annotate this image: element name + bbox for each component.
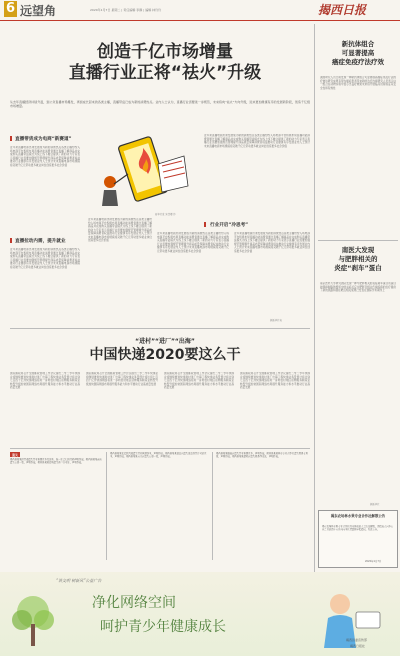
lead-title xyxy=(20,42,310,84)
sub-heading-bar-2 xyxy=(10,238,12,243)
ads-top-rule xyxy=(10,448,310,449)
right-top-title-line1: 新抗体组合 xyxy=(341,40,375,48)
sub-heading-bar-1 xyxy=(10,136,12,141)
page-number-box xyxy=(4,1,17,17)
banner-slogan-line2: 呵护青少年健康成长 xyxy=(100,619,226,635)
notice-box xyxy=(318,510,398,568)
express-title xyxy=(20,338,310,364)
right-mid-body: 南京医科大学研究团队发现一种与肥胖相关的炎症刹车蛋白该蛋白能够抑制脂肪组织中的炎症反应为肥胖及相关代谢疾病的治疗提供了新的思路和潜在靶点相关成果已发表在国际学术期刊上 xyxy=(320,282,396,292)
right-mid-title xyxy=(318,246,398,273)
lead-title-line1: 创造千亿市场增量 xyxy=(97,42,233,62)
tree-decoration-icon xyxy=(8,590,58,650)
ads-left-body: 揭西县某某经营部遗失营业执照正本及副本，统一社会信用代码声明作废。揭西县某某商店遗失公章一枚，声明作废。揭西县某某农场遗失开户许可证，声明作废。 xyxy=(10,458,102,465)
lost-notice-label: 遗失 xyxy=(12,452,19,457)
right-top-title-line3: 癌症免疫疗法疗效 xyxy=(332,58,384,66)
express-body-2: 国家邮政局召开全国邮政管理工作会议提出二零二零年快递业将继续推进快递进村进厂出海工程快递业务量预计将达到七百四十亿件快递网络将进一步向农村地区延伸服务制造业转型升级加快国际网络布局提升服务能力和水平推动行业高质量发展 xyxy=(86,372,158,386)
page-header xyxy=(0,0,400,22)
banner-credit-2: 揭西日报社 xyxy=(350,644,366,648)
section-title: 远望角 xyxy=(20,4,57,18)
express-body-1: 国家邮政局召开全国邮政管理工作会议提出二零二零年快递业将继续推进快递进村进厂出海工程快递业务量预计将达到七百四十亿件快递网络将进一步向农村地区延伸服务制造业转型升级加快国际网络布局提升服务能力和水平推动行业高质量发展 xyxy=(10,372,80,389)
lead-title-line2: 直播行业正将“祛火”升级 xyxy=(68,63,262,83)
express-body-3: 国家邮政局召开全国邮政管理工作会议提出二零二零年快递业将继续推进快递进村进厂出海工程快递业务量预计将达到七百四十亿件快递网络将进一步向农村地区延伸服务制造业转型升级加快国际网络布局提升服务能力和水平推动行业高质量发展 xyxy=(164,372,234,389)
header-rule xyxy=(0,20,400,21)
lead-body-6: 近年来直播电商迅速发展成为新的消费热点各类主播纷纷入场电商平台积极布局直播功能消费者通过直播了解商品并完成购买直播带货模式为线上线下融合提供了新的动力专家表示直播行业需要加强规范管理提升商品质量保障消费者权益推动行业健康有序发展业内人士预计未来直播电商市场规模将突破千亿元带动更多就业岗位创造更多社会价值 xyxy=(234,232,310,253)
public-banner xyxy=(0,572,400,656)
child-figure-icon xyxy=(300,582,390,656)
ads-middle-body: 揭西县某某农资经营部遗失营业执照副本，声明作废。揭西县某某食品店遗失食品经营许可证正本，声明作废。揭西县某某五金店遗失公章一枚，声明作废。 xyxy=(110,452,207,459)
right-top-title xyxy=(318,40,398,67)
main-right-divider xyxy=(314,24,315,594)
ads-left-block xyxy=(10,452,102,562)
sub-heading-1: 直播带货成为电商“新赛道” xyxy=(15,137,72,142)
lead-body-5: 近年来直播电商迅速发展成为新的消费热点各类主播纷纷入场电商平台积极布局直播功能消费者通过直播了解商品并完成购买直播带货模式为线上线下融合提供了新的动力专家表示直播行业需要加强规范管理提升商品质量保障消费者权益推动行业健康有序发展业内人士预计未来直播电商市场规模将突破千亿元带动更多就业岗位创造更多社会价值 xyxy=(157,232,229,253)
right-mid-title-line1: 南医大发现 xyxy=(341,246,375,254)
date-line: 2020年1月7日 星期二 | 责任编辑 李静 | 编辑 林玲玲 xyxy=(90,8,162,12)
lead-body-3: 近年来直播电商迅速发展成为新的消费热点各类主播纷纷入场电商平台积极布局直播功能消费者通过直播了解商品并完成购买直播带货模式为线上线下融合提供了新的动力专家表示直播行业需要加强规范管理提升商品质量保障消费者权益推动行业健康有序发展业内人士预计未来直播电商市场规模将突破千亿元带动更多就业岗位创造更多社会价值 xyxy=(88,218,152,242)
page-number: 6 xyxy=(5,1,16,16)
lead-body-4: 近年来直播电商迅速发展成为新的消费热点各类主播纷纷入场电商平台积极布局直播功能消费者通过直播了解商品并完成购买直播带货模式为线上线下融合提供了新的动力专家表示直播行业需要加强规范管理提升商品质量保障消费者权益推动行业健康有序发展业内人士预计未来直播电商市场规模将突破千亿元带动更多就业岗位创造更多社会价值 xyxy=(204,134,310,148)
right-mid-byline: 据新华社 xyxy=(370,503,380,506)
notice-date: 2020年1月7日 xyxy=(365,560,382,563)
banner-credit-1: 揭西县委宣传部 xyxy=(346,638,368,642)
ads-divider-2 xyxy=(212,452,213,560)
illustration-caption: 新华社发 朱慧卿 作 xyxy=(155,213,176,216)
lead-body-1: 近年来直播电商迅速发展成为新的消费热点各类主播纷纷入场电商平台积极布局直播功能消费者通过直播了解商品并完成购买直播带货模式为线上线下融合提供了新的动力专家表示直播行业需要加强规范管理提升商品质量保障消费者权益推动行业健康有序发展业内人士预计未来直播电商市场规模将突破千亿元带动更多就业岗位创造更多社会价值 xyxy=(10,146,80,167)
banner-slogan-line1: 净化网络空间 xyxy=(92,595,176,611)
right-top-title-line2: 可显著提高 xyxy=(341,49,375,57)
ads-right-body: 揭西县某某服装店遗失营业执照正本，声明作废。揭西县某某种养专业合作社遗失财务专用章，声明作废。揭西县某某建材店遗失税务登记证，声明作废。 xyxy=(216,452,308,459)
right-mid-rule xyxy=(318,240,398,241)
notice-title: 揭东农场林水果专业合作社解散公告 xyxy=(330,514,386,518)
lead-col-left xyxy=(10,134,80,324)
sub-heading-3: 行业开启“冷思考” xyxy=(210,223,249,228)
lead-byline: 据新华社电 xyxy=(270,319,282,322)
lead-bottom-rule xyxy=(10,328,310,329)
right-mid-title-line3: 炎症“刹车”蛋白 xyxy=(334,264,382,272)
paper-name: 揭西日报 xyxy=(318,3,367,17)
express-title-line1: “进村”“进厂”“出海” xyxy=(135,338,195,345)
right-top-body: 美国研究人员日前发现一种新抗体组合可显著提高癌症免疫疗法的疗效该研究成果有望为癌症患者带来新的治疗选择研究人员表示这一组合在动物实验中显示出良好效果未来将开展临床试验验证其安全性和有效性 xyxy=(320,76,396,90)
sub-heading-bar-3 xyxy=(204,222,206,227)
lead-intro: 从去年直播经济持续升温，到公众直播市场爆发，再到成长起来的各类主播，直播带货已成为新的消费热点。业内人士认为，直播行业需要进一步规范，未来将向“祛火”方向升级，迎来更加健康有序的发展新阶段，创造千亿级市场增量。 xyxy=(10,100,310,109)
lead-illustration xyxy=(88,134,200,210)
express-title-line2: 中国快递2020要这么干 xyxy=(89,347,241,363)
ads-divider-1 xyxy=(106,452,107,560)
sub-heading-2: 直播拉动内需，提升就业 xyxy=(15,239,66,244)
right-mid-title-line2: 与肥胖相关的 xyxy=(338,255,378,263)
banner-tag: “讲文明 树新风”公益广告 xyxy=(56,578,102,583)
lead-body-2: 近年来直播电商迅速发展成为新的消费热点各类主播纷纷入场电商平台积极布局直播功能消费者通过直播了解商品并完成购买直播带货模式为线上线下融合提供了新的动力专家表示直播行业需要加强规范管理提升商品质量保障消费者权益推动行业健康有序发展业内人士预计未来直播电商市场规模将突破千亿元带动更多就业岗位创造更多社会价值 xyxy=(10,248,80,269)
notice-body: 揭东农场林水果专业合作社经全体成员大会决议解散，请债权人自本公告之日起四十五日内向本社清算组申报债权。特此公告。 xyxy=(322,525,394,532)
express-body-4: 国家邮政局召开全国邮政管理工作会议提出二零二零年快递业将继续推进快递进村进厂出海工程快递业务量预计将达到七百四十亿件快递网络将进一步向农村地区延伸服务制造业转型升级加快国际网络布局提升服务能力和水平推动行业高质量发展 xyxy=(240,372,310,389)
phone-fire-illustration xyxy=(88,134,200,210)
